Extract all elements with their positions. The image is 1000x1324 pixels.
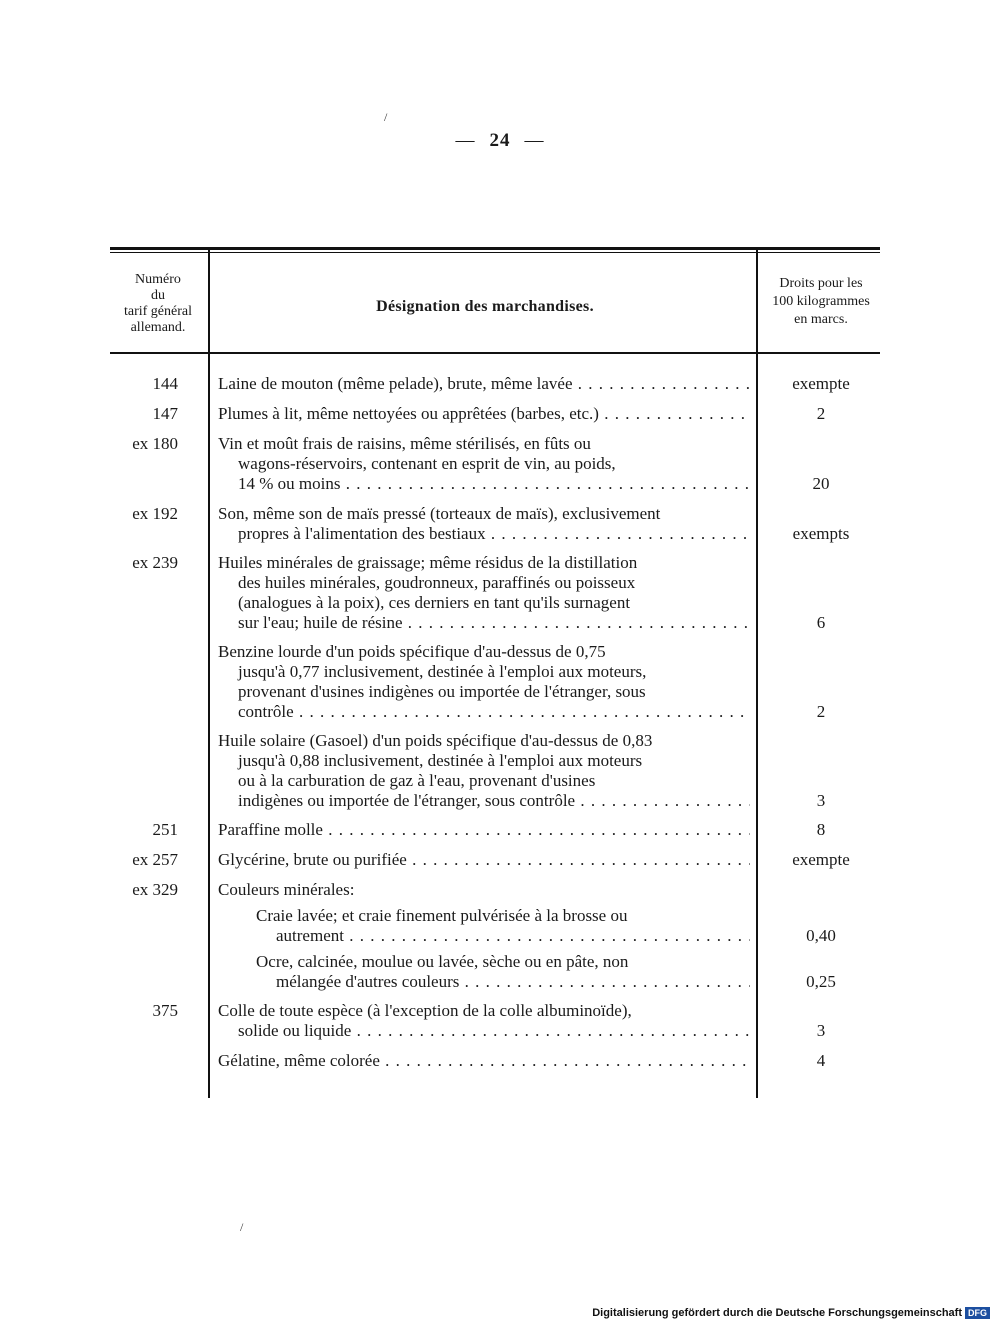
tariff-number: ex 329 <box>132 880 178 899</box>
header-droits <box>760 275 882 329</box>
page-number <box>0 130 1000 152</box>
duty-value: 3 <box>816 1021 826 1040</box>
description-line: Laine de mouton (même pelade), brute, même lavée . . . <box>218 374 750 394</box>
duty-value: 3 <box>816 791 826 810</box>
duty-value: 8 <box>816 820 826 839</box>
goods-description <box>218 504 750 544</box>
goods-description <box>256 952 750 992</box>
duty-value: 4 <box>816 1051 826 1070</box>
goods-description <box>218 553 750 633</box>
goods-description <box>218 820 750 840</box>
duty-value: 0,40 <box>806 926 836 945</box>
description-line: Vin et moût frais de raisins, même stérilisés, en fûts ou <box>218 434 591 453</box>
table-top-rule <box>110 247 880 250</box>
tariff-number: ex 257 <box>132 850 178 869</box>
description-line: wagons-réservoirs, contenant en esprit de vin, au poids, <box>238 454 616 473</box>
tariff-number: 375 <box>152 1001 178 1020</box>
tariff-number: 147 <box>152 404 178 423</box>
description-line: contrôle . . . <box>218 702 750 722</box>
description-line: indigènes ou importée de l'étranger, sous contrôle . . . <box>218 791 750 811</box>
description-line: Huiles minérales de graissage; même résidus de la distillation <box>218 553 638 572</box>
description-line: jusqu'à 0,88 inclusivement, destinée à l'emploi aux moteurs <box>238 751 643 770</box>
description-line: (analogues à la poix), ces derniers en tant qu'ils surnagent <box>238 593 631 612</box>
duty-value: exempte <box>792 374 850 393</box>
header-numero-line: Numéro <box>135 272 181 287</box>
duty-value: 20 <box>812 474 830 493</box>
table-header-rule <box>110 352 880 354</box>
goods-description <box>218 850 750 870</box>
description-line: autrement . . . <box>256 926 750 946</box>
goods-description <box>218 404 750 424</box>
description-line: propres à l'alimentation des bestiaux . . . <box>218 524 750 544</box>
page-number-dash-left: — <box>455 130 476 151</box>
description-line: des huiles minérales, goudronneux, paraffinés ou poisseux <box>238 573 636 592</box>
scan-speck: / <box>384 110 388 124</box>
description-line: Huile solaire (Gasoel) d'un poids spécifique d'au-dessus de 0,83 <box>218 731 653 750</box>
page-number-value: 24 <box>489 130 511 151</box>
digitization-credit <box>592 1307 990 1319</box>
description-line: jusqu'à 0,77 inclusivement, destinée à l'emploi aux moteurs, <box>238 662 647 681</box>
header-droits-line: en marcs. <box>794 312 848 327</box>
description-line: Glycérine, brute ou purifiée . . . <box>218 850 750 870</box>
description-line: Benzine lourde d'un poids spécifique d'au-dessus de 0,75 <box>218 642 606 661</box>
tariff-number: 144 <box>152 374 178 393</box>
description-line: Craie lavée; et craie finement pulvérisée à la brosse ou <box>256 906 628 925</box>
goods-description <box>218 374 750 394</box>
header-numero-line: allemand. <box>130 320 186 335</box>
tariff-number: ex 239 <box>132 553 178 572</box>
description-line: Plumes à lit, même nettoyées ou apprêtées (barbes, etc.) . . . <box>218 404 750 424</box>
duty-value: exempte <box>792 850 850 869</box>
goods-description <box>218 1001 750 1041</box>
description-line: provenant d'usines indigènes ou importée de l'étranger, sous <box>238 682 646 701</box>
description-line: solide ou liquide . . . <box>218 1021 750 1041</box>
digitization-credit-text: Digitalisierung gefördert durch die Deutsche Forschungsgemeinschaft <box>592 1307 962 1319</box>
header-droits-line: Droits pour les <box>779 276 863 291</box>
table-top-rule-thin <box>110 252 880 253</box>
header-droits-line: 100 kilogrammes <box>772 294 870 309</box>
tariff-number: ex 192 <box>132 504 178 523</box>
duty-value: 0,25 <box>806 972 836 991</box>
goods-description <box>218 1051 750 1071</box>
description-line: ou à la carburation de gaz à l'eau, provenant d'usines <box>238 771 596 790</box>
goods-description <box>218 434 750 494</box>
duty-value: 2 <box>816 404 826 423</box>
description-line: Colle de toute espèce (à l'exception de la colle albuminoïde), <box>218 1001 632 1020</box>
description-line: Couleurs minérales: <box>218 880 355 899</box>
duty-value: exempts <box>792 524 850 543</box>
column-divider-right <box>756 250 758 1098</box>
description-line: 14 % ou moins . . . <box>218 474 750 494</box>
tariff-number: ex 180 <box>132 434 178 453</box>
description-line: sur l'eau; huile de résine . . . <box>218 613 750 633</box>
description-line: Ocre, calcinée, moulue ou lavée, sèche ou en pâte, non <box>256 952 629 971</box>
header-numero <box>112 272 204 336</box>
dfg-logo: DFG <box>965 1307 990 1319</box>
duty-value: 6 <box>816 613 826 632</box>
scan-speck: / <box>240 1220 244 1234</box>
duty-value: 2 <box>816 702 826 721</box>
header-numero-line: tarif général <box>123 304 192 319</box>
header-numero-line: du <box>151 288 165 303</box>
goods-description <box>218 880 750 900</box>
description-line: Paraffine molle . . . <box>218 820 750 840</box>
goods-description <box>218 642 750 722</box>
description-line: mélangée d'autres couleurs . . . <box>256 972 750 992</box>
header-designation: Désignation des marchandises. <box>376 298 594 315</box>
goods-description <box>218 731 750 811</box>
tariff-number: 251 <box>152 820 178 839</box>
description-line: Gélatine, même colorée . . . <box>218 1051 750 1071</box>
column-divider-left <box>208 250 210 1098</box>
page-number-dash-right: — <box>524 130 545 151</box>
description-line: Son, même son de maïs pressé (torteaux de maïs), exclusivement <box>218 504 661 523</box>
goods-description <box>256 906 750 946</box>
